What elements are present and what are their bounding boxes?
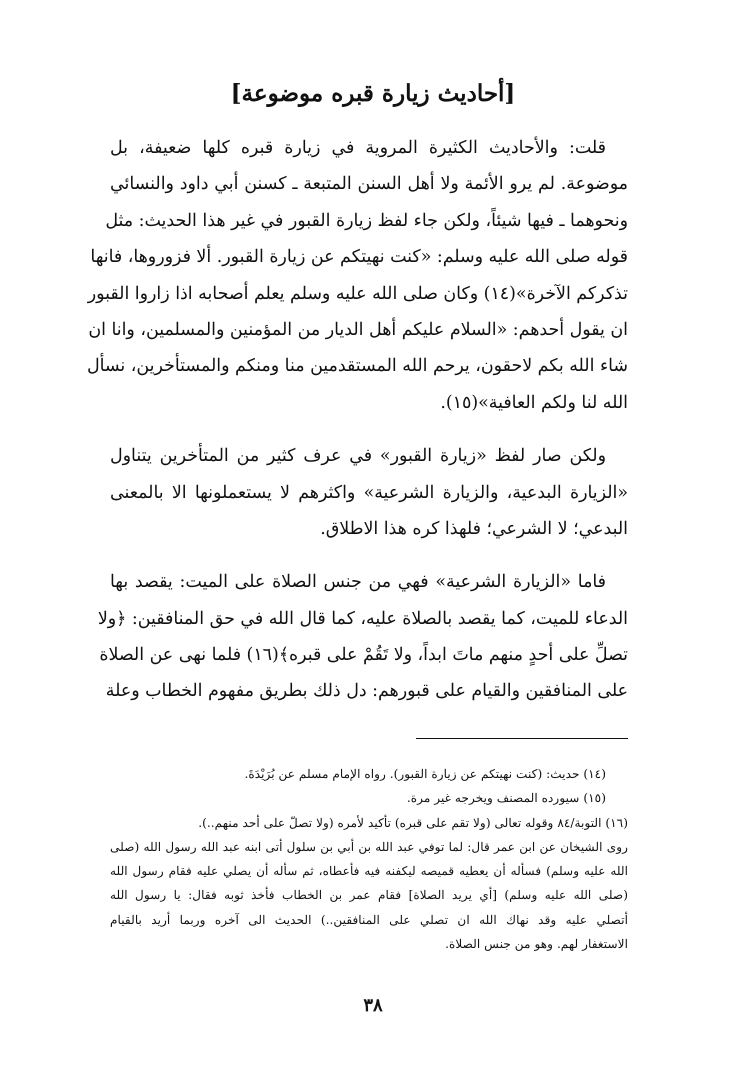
footnote-14: (١٤) حديث: (كنت نهيتكم عن زيارة القبور). رواه الإمام مسلم عن بُرَيْدَةَ. [244, 767, 606, 781]
paragraph-3 [97, 564, 628, 710]
text-line: الدعاء للميت، كما يقصد بالصلاة عليه، كما قال الله في حق المنافقين: ﴿ولا [97, 608, 628, 629]
main-text [86, 130, 628, 727]
text-line: البدعي؛ لا الشرعي؛ فلهذا كره هذا الاطلاق. [320, 518, 628, 539]
text-line: شاء الله بكم لاحقون، يرحم الله المستقدمين منا ومنكم والمستأخرين، نسأل [86, 356, 628, 377]
paragraph-1 [86, 130, 628, 421]
text-line: ان يقول أحدهم: «السلام عليكم أهل الديار من المؤمنين والمسلمين، وانا ان [88, 319, 628, 340]
section-title: [أحاديث زيارة قبره موضوعة] [230, 80, 516, 107]
footnote-line: الله عليه وسلم) فسأله أن يعطيه قميصه ليكفنه فيه فأعطاه، ثم سأله أن يصلي عليه فقام رسول الله [110, 864, 628, 879]
text-line: ونحوهما ـ فيها شيئاً، ولكن جاء لفظ زيارة القبور في غير هذا الحديث: مثل [105, 210, 628, 231]
footnotes [110, 762, 628, 956]
text-line: تصلِّ على أحدٍ منهم ماتَ ابداً، ولا تَقُمْ على قبره﴾(١٦) فلما نهى عن الصلاة [99, 645, 628, 666]
page-number: ٣٨ [363, 995, 383, 1016]
text-line: موضوعة. لم يرو الأئمة ولا أهل السنن المتبعة ـ كسنن أبي داود والنسائي [110, 174, 628, 195]
text-line: «الزيارة البدعية، والزيارة الشرعية» واكثرهم لا يستعملونها الا بالمعنى [110, 482, 628, 503]
text-line: الله لنا ولكم العافية»(١٥). [440, 392, 628, 413]
paragraph-2 [110, 438, 628, 547]
text-line: ولكن صار لفظ «زيارة القبور» في عرف كثير من المتأخرين يتناول [110, 446, 606, 467]
footnote-15: (١٥) سيورده المصنف ويخرجه غير مرة. [406, 791, 606, 806]
footnote-16: (١٦) التوبة/٨٤ وقوله تعالى (ولا تقم على قبره) تأكيد لأمره (ولا تصلّ على أحد منهم..). [198, 815, 628, 830]
text-line: على المنافقين والقيام على قبورهم: دل ذلك بطريق مفهوم الخطاب وعلة [105, 681, 628, 702]
text-line: تذكركم الآخرة»(١٤) وكان صلى الله عليه وسلم يعلم أصحابه اذا زاروا القبور [87, 283, 628, 304]
text-line: قوله صلى الله عليه وسلم: «كنت نهيتكم عن زيارة القبور. ألا فزوروها، فانها [90, 247, 628, 268]
footnote-line: الاستغفار لهم. وهو من جنس الصلاة. [445, 937, 628, 952]
footnote-line: روى الشيخان عن ابن عمر قال: لما توفي عبد الله بن أبي بن سلول أتى ابنه عبد الله رسول الله (صلى [110, 839, 628, 854]
footnote-separator [416, 738, 628, 739]
footnote-line: أتصلي عليه وقد نهاك الله ان تصلي على المنافقين..) الحديث الى آخره وربما أريد بالقيام [110, 912, 628, 927]
footnote-line: (صلى الله عليه وسلم) [أي يريد الصلاة] فقام عمر بن الخطاب فأخذ ثوبه فقال: يا رسول الله [110, 888, 628, 903]
text-line: فاما «الزيارة الشرعية» فهي من جنس الصلاة على الميت: يقصد بها [110, 572, 606, 593]
text-line: قلت: والأحاديث الكثيرة المروية في زيارة قبره كلها ضعيفة، بل [110, 138, 606, 158]
